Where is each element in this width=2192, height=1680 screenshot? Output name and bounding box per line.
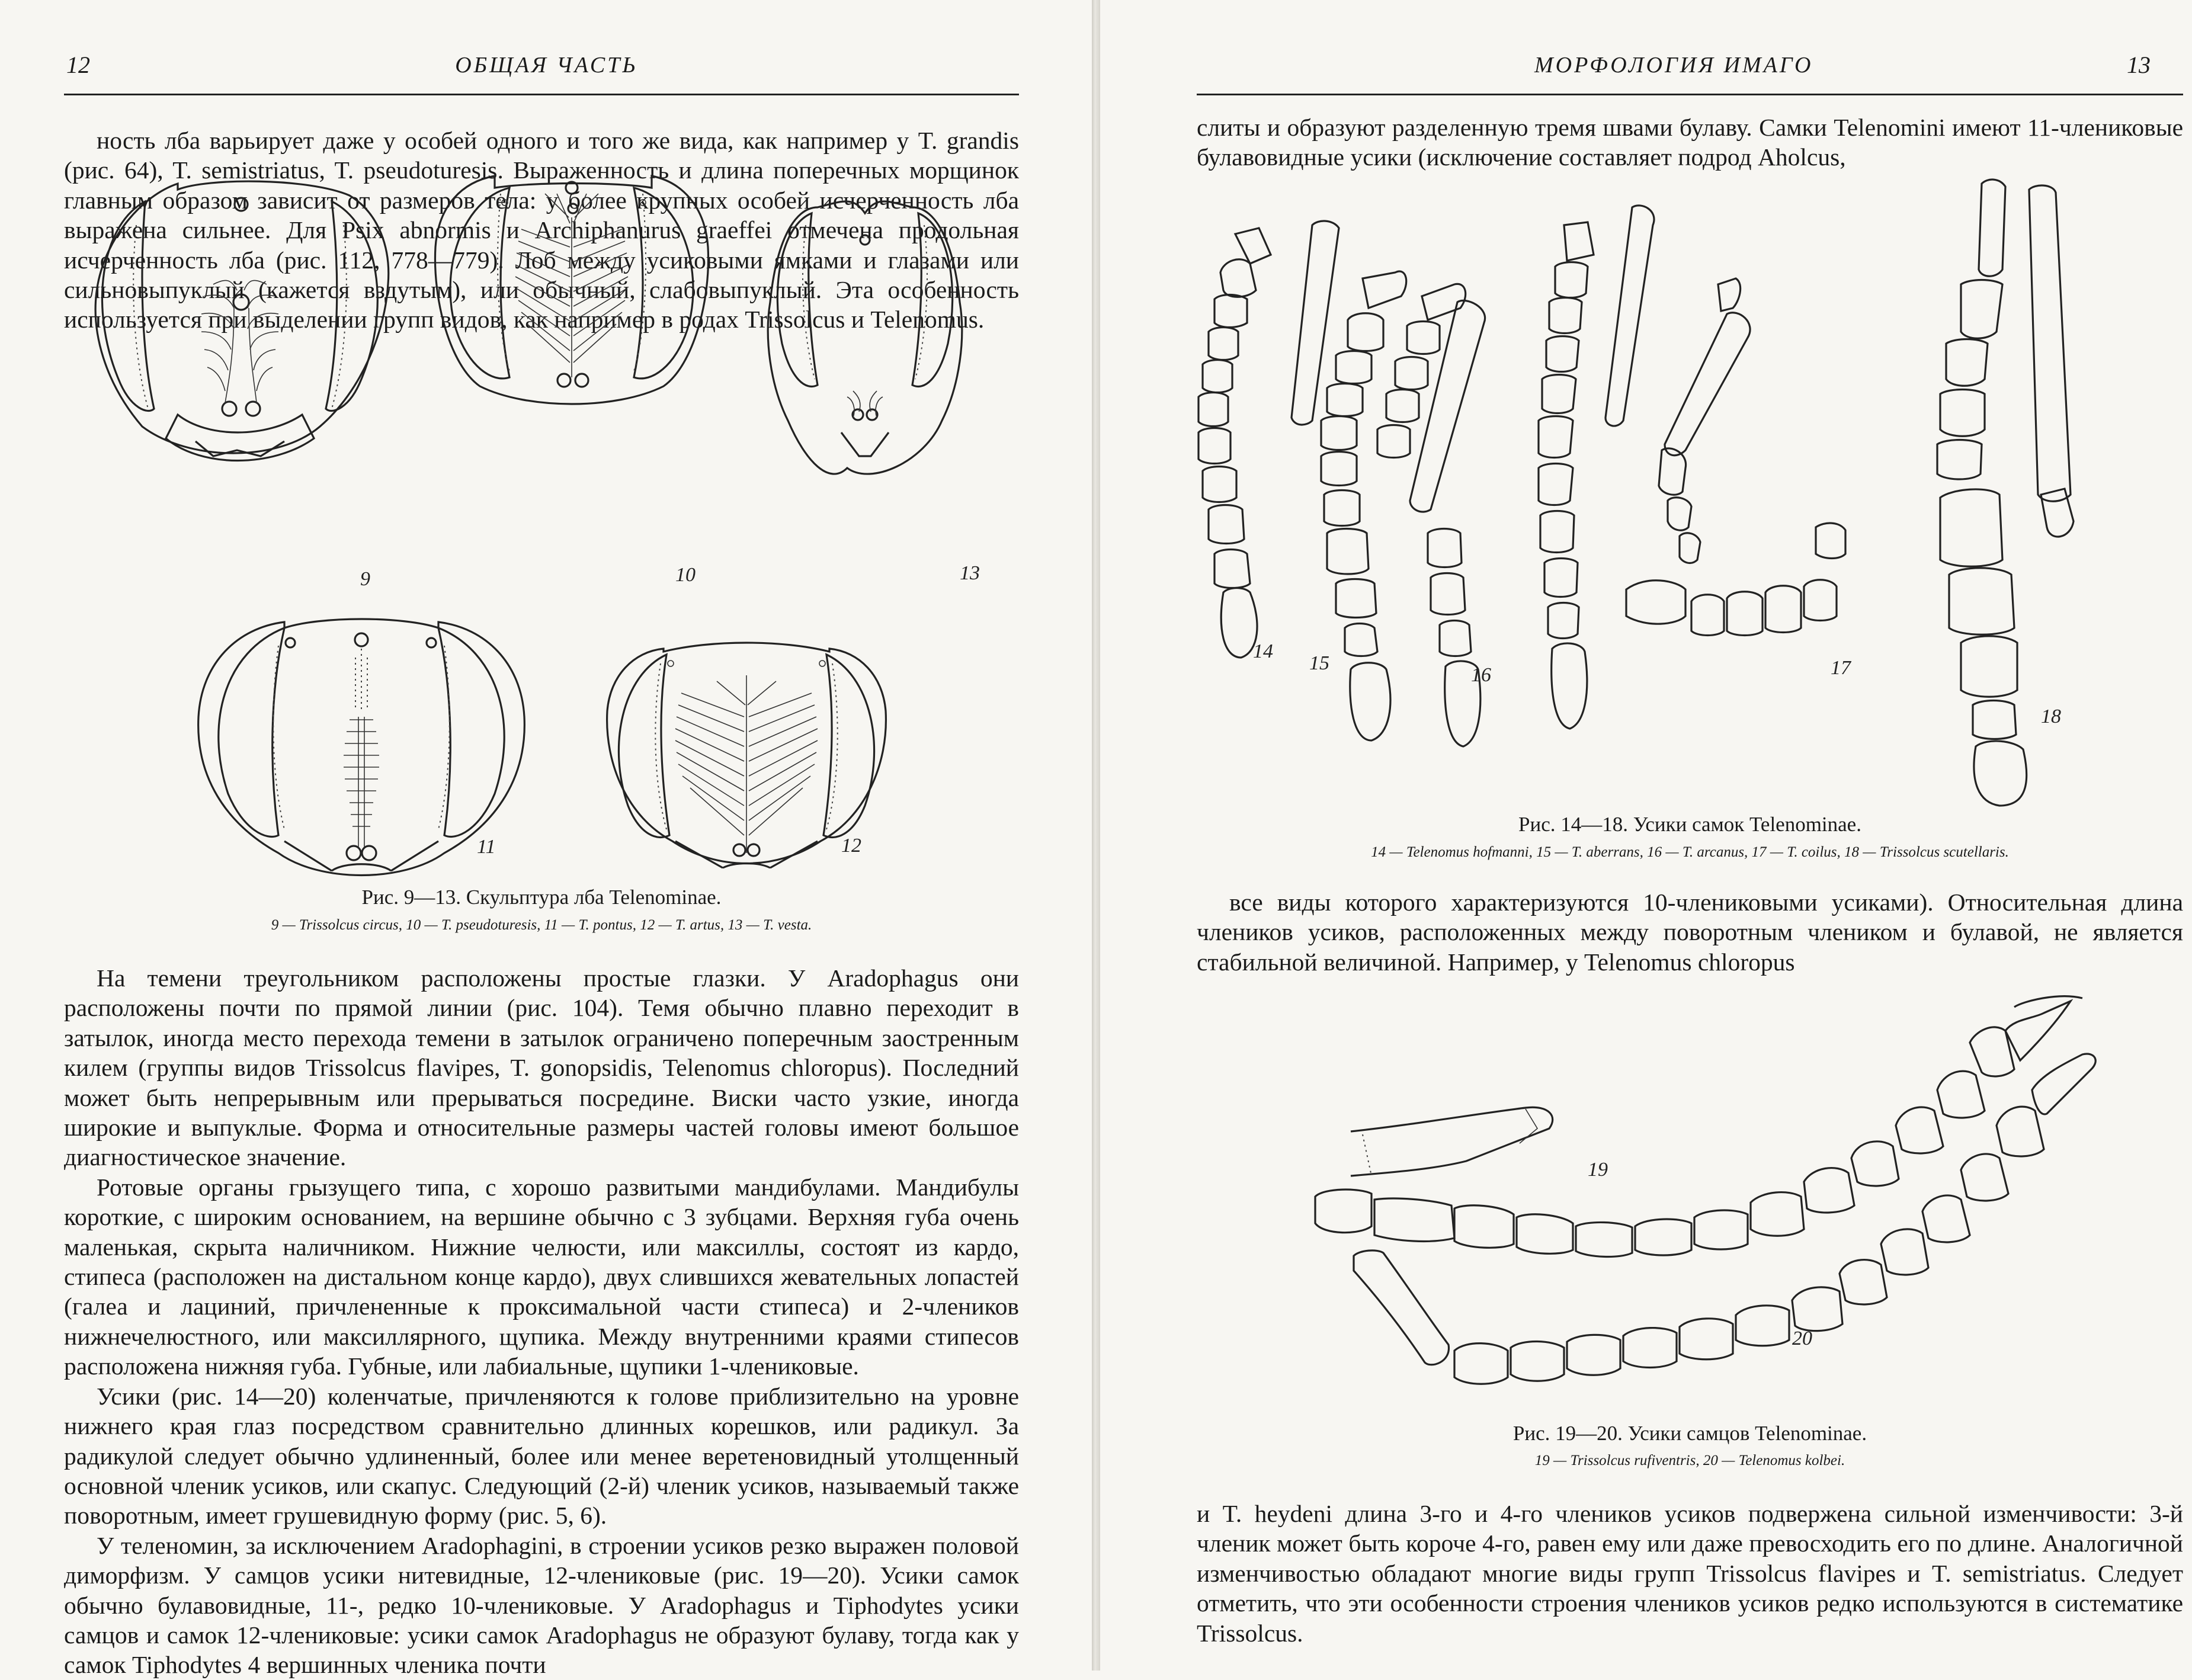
left-text-bottom xyxy=(64,963,1019,1680)
figure-19-20-caption-detail: 19 — Trissolcus rufiventris, 20 — Telenomus kolbei. xyxy=(1534,1453,1845,1469)
left-page xyxy=(0,0,1093,1679)
page-number-right: 13 xyxy=(2127,52,2151,78)
figure-number: 18 xyxy=(2041,706,2061,727)
figure-number: 10 xyxy=(675,564,696,586)
paragraph: Ротовые органы грызущего типа, с хорошо развитыми мандибулами. Мандибулы короткие, с широким основанием, на вершине обычно с 3 зубцами. Верхняя губа очень маленькая, скрыта наличником. Нижние челюсти, или максиллы, состоят из кардо, стипеса (расположен на дистальном конце кардо), двух слившихся жевательных лопастей (галеа и лациний, причлененные к проксимальной части стипеса) и 2-члеников нижнечелюстного, или максиллярного, щупика. Между внутренними краями стипесов расположена нижняя губа. Губные, или лабиальные, щупики 1-члениковые. xyxy=(64,1173,1019,1380)
head-9-drawing xyxy=(95,181,389,590)
figure-number: 20 xyxy=(1792,1328,1812,1349)
figure-number: 13 xyxy=(960,562,980,584)
page-number-left: 12 xyxy=(66,52,90,78)
head-13-drawing xyxy=(768,201,980,584)
figure-9-13-caption-detail: 9 — Trissolcus circus, 10 — T. pseudoturesis, 11 — T. pontus, 12 — T. artus, 13 — T. vesta. xyxy=(271,917,812,933)
figure-14-18-caption-detail: 14 — Telenomus hofmanni, 15 — T. aberrans, 16 — T. arcanus, 17 — T. coilus, 18 — Trissolcus scutellaris. xyxy=(1371,844,2009,860)
figure-number: 14 xyxy=(1253,640,1273,662)
figure-number: 11 xyxy=(477,836,496,858)
running-head-left: ОБЩАЯ ЧАСТЬ xyxy=(455,53,638,78)
head-10-drawing xyxy=(435,176,708,586)
figure-number: 17 xyxy=(1831,657,1851,679)
figure-number: 12 xyxy=(841,835,861,857)
head-11-drawing xyxy=(198,619,525,876)
right-text-bottom xyxy=(1197,1499,2183,1648)
figure-number: 16 xyxy=(1471,664,1491,686)
figure-number: 9 xyxy=(360,568,370,590)
figure-number: 19 xyxy=(1588,1159,1608,1181)
head-12-drawing xyxy=(607,643,886,868)
figure-9-13-caption-title: Рис. 9—13. Скульптура лба Telenominae. xyxy=(361,886,722,909)
antenna-19-drawing xyxy=(1351,1107,1608,1181)
paragraph: и T. heydeni длина 3-го и 4-го члеников усиков подвержена сильной изменчивости: 3-й членик может быть короче 4-го, равен ему или даже превосходить его по длине. Аналогичной изменчивостью обладают многие виды групп Trissolcus flavipes и T. semistriatus. Следует отметить, что эти особенности строения члеников усиков редко используются в систематике Trissolcus. xyxy=(1197,1500,2183,1647)
paragraph: ность лба варьирует даже у особей одного и того же вида, как например у T. grandis (рис. 64), T. semistriatus, T. pseudoturesis. Выраженность и длина поперечных морщинок главным образом зависит от размеров тела: у более крупных особей исчерченность лба выражена сильнее. Для Psix abnormis и Archiphanurus graeffei отмечена продольная исчерченность лба (рис. 112, 778—779). Лоб между усиковыми ямками и глазами или сильновыпуклый (кажется вздутым), или обычный, слабовыпуклый. Эта особенность используется при выделении групп видов, как например в родах Trissolcus и Telenomus. xyxy=(64,127,1019,334)
antenna-20-drawing xyxy=(1354,1054,2095,1384)
figure-19-20-caption-title: Рис. 19—20. Усики самцов Telenominae. xyxy=(1512,1422,1867,1445)
figure-number: 15 xyxy=(1309,652,1329,674)
paragraph: Усики (рис. 14—20) коленчатые, причленяются к голове приблизительно на уровне нижнего края глаз посредством сравнительно длинных корешков, или радикул. За радикулой следует обычно удлиненный, более или менее веретеновидный утолщенный основной членик усиков, или скапус. Следующий (2-й) членик усиков, называемый также поворотным, имеет грушевидную форму (рис. 5, 6). xyxy=(64,1382,1019,1530)
paragraph: На темени треугольником расположены простые глазки. У Aradophagus они расположены почти по прямой линии (рис. 104). Темя обычно плавно переходит в затылок, иногда место перехода темени в затылок ограничено поперечным заостренным килем (группы видов Trissolcus flavipes, T. gonopsidis, Telenomus chloropus). Последний может быть непрерывным или прерываться посредине. Виски часто узкие, иногда широкие и выпуклые. Форма и относительные размеры частей головы имеют большое диагностическое значение. xyxy=(64,964,1019,1171)
antenna-19b-drawing xyxy=(1315,996,2082,1257)
figure-14-18-caption-title: Рис. 14—18. Усики самок Telenominae. xyxy=(1518,813,1861,836)
figure-9-13 xyxy=(0,0,1093,924)
paragraph: У теленомин, за исключением Aradophagini, в строении усиков резко выражен половой диморфизм. У самцов усики нитевидные, 12-члениковые (рис. 19—20). Усики самок обычно булавовидные, 11-, редко 10-члениковые. У Aradophagus и Tiphodytes усики самцов и самок 12-члениковые: усики самок Aradophagus не образуют булаву, тогда как у самок Tiphodytes 4 вершинных членика почти xyxy=(64,1531,1019,1679)
running-head-right: МОРФОЛОГИЯ ИМАГО xyxy=(1534,53,1813,78)
paragraph: все виды которого характеризуются 10-члениковыми усиками). Относительная длина члеников усиков, расположенных между поворотным члеником и булавой, не является стабильной величиной. Например, у Telenomus chloropus xyxy=(1197,889,2183,976)
paragraph: слиты и образуют разделенную тремя швами булаву. Самки Telenomini имеют 11-члениковые булавовидные усики (исключение составляет подрод Aholcus, xyxy=(1197,114,2183,171)
right-page xyxy=(1099,0,2192,1671)
figure-19-20 xyxy=(1099,0,2192,1451)
